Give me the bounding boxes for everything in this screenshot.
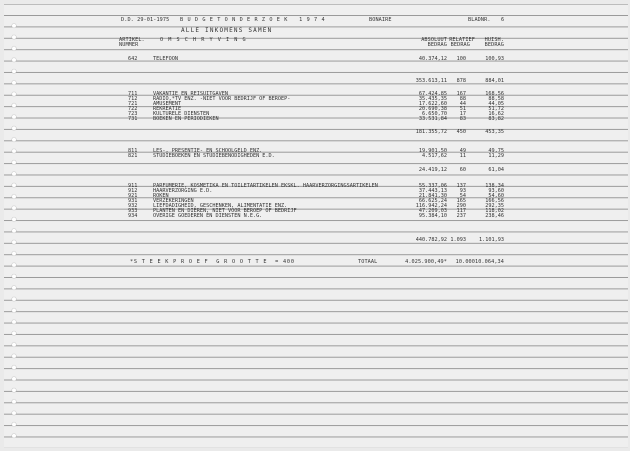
relative-amount: 117 — [456, 208, 466, 214]
absolute-amount: 37.443,13 — [418, 188, 447, 194]
description: STUDIEBOEKEN EN STUDIEBENODIGHEDEN E.D. — [153, 153, 275, 159]
household-amount: 16,62 — [488, 111, 504, 117]
subtotal-row — [0, 167, 630, 173]
description: OVERIGE GOEDEREN EN DIENSTEN N.E.G. — [153, 213, 263, 219]
absolute-amount: 6.650,70 — [422, 111, 447, 117]
article-number: 934 — [128, 213, 138, 219]
description: HAARVERZORGING E.D. — [153, 188, 213, 194]
col-relative: RELATIEF — [449, 37, 475, 43]
description: KULTURELE DIENSTEN — [153, 111, 210, 117]
article-number: 722 — [128, 106, 138, 112]
report-title: B U D G E T O N D E R Z O E K 1 9 7 4 — [180, 17, 326, 23]
absolute-amount: 19.901,50 — [418, 148, 447, 154]
article-number: 932 — [128, 203, 138, 209]
article-number: 731 — [128, 116, 138, 122]
location: BONAIRE — [369, 17, 392, 23]
absolute-amount: 353.613,11 — [415, 78, 447, 84]
absolute-amount: 440.782,92 — [415, 237, 447, 243]
absolute-amount: 66.625,24 — [418, 198, 447, 204]
article-number: 721 — [128, 101, 138, 107]
description: VAKANTIE EN REISUITGAVEN — [153, 91, 228, 97]
relative-amount: 93 — [459, 188, 466, 194]
description: TELEFOON — [153, 56, 178, 62]
description: VERZEKERINGEN — [153, 198, 194, 204]
col-description: O M S C H R Y V I N G — [160, 37, 247, 43]
absolute-amount: 95.384,10 — [418, 213, 447, 219]
absolute-amount: 24.419,12 — [418, 167, 447, 173]
description: BOEKEN EN PERIODIEKEN — [153, 116, 219, 122]
total-relative: 10.000 — [455, 259, 475, 265]
description: RADIO,*TV ENZ. -NIET VOOR BEDRIJF OF BEROEP- — [153, 96, 291, 102]
description: ROKEN — [153, 193, 169, 199]
absolute-amount: 35.435,35 — [418, 96, 447, 102]
household-amount: 93,60 — [488, 188, 504, 194]
relative-amount: 11 — [459, 153, 466, 159]
household-amount: 166,56 — [485, 198, 504, 204]
household-amount: 49,75 — [488, 148, 504, 154]
col-household-2: BEDRAG — [484, 42, 504, 48]
relative-amount: 60 — [459, 167, 466, 173]
description: LIEFDADIGHEID, GESCHENKEN, ALIMENTATIE ENZ. — [153, 203, 288, 209]
household-amount: 11,29 — [488, 153, 504, 159]
article-number: 723 — [128, 111, 138, 117]
description: PARFUMERIE, KOSMETIKA EN TOILETARTIKELEN EKSKL. HAARVERZORGINGSARTIKELEN — [153, 183, 378, 189]
article-number: 711 — [128, 91, 138, 97]
relative-amount: 17 — [459, 111, 466, 117]
household-amount: 118,02 — [485, 208, 504, 214]
absolute-amount: 4.517,62 — [422, 153, 447, 159]
household-amount: 1.101,93 — [479, 237, 504, 243]
absolute-amount: 181.355,72 — [415, 129, 447, 135]
relative-amount: 1.093 — [450, 237, 466, 243]
relative-amount: 450 — [456, 129, 466, 135]
col-article-2: NUMMER — [119, 42, 139, 48]
table-row — [0, 213, 630, 219]
absolute-amount: 55.337,06 — [418, 183, 447, 189]
relative-amount: 165 — [456, 198, 466, 204]
household-amount: 100,93 — [485, 56, 504, 62]
article-number: 931 — [128, 198, 138, 204]
absolute-amount: 116.942,24 — [415, 203, 447, 209]
relative-amount: 290 — [456, 203, 466, 209]
total-household: 10.064,34 — [474, 259, 504, 265]
household-amount: 44,05 — [488, 101, 504, 107]
relative-amount: 100 — [456, 56, 466, 62]
household-amount: 884,01 — [485, 78, 504, 84]
relative-amount: 83 — [459, 116, 466, 122]
col-household: HUISH. — [484, 37, 504, 43]
relative-amount: 167 — [456, 91, 466, 97]
absolute-amount: 67.424,85 — [418, 91, 447, 97]
article-number: 933 — [128, 208, 138, 214]
description: PLANTEN EN DIEREN, NIET VOOR BEROEP OF BEDRIJF — [153, 208, 297, 214]
absolute-amount: 20.690,38 — [418, 106, 447, 112]
household-amount: 61,04 — [488, 167, 504, 173]
subtotal-row — [0, 78, 630, 84]
article-number: 911 — [128, 183, 138, 189]
description: LES-, PRESENTIE- EN SCHOOLGELD ENZ. — [153, 148, 263, 154]
total-absolute: 4.025.900,49* — [405, 259, 447, 265]
sheet-number: 6 — [501, 17, 505, 23]
col-article: ARTIKEL. — [119, 37, 145, 43]
print-date: D.D. 29-01-1975 — [121, 17, 170, 23]
sample-size: *S T E E K P R O E F G R O O T T E = 400 — [130, 259, 295, 265]
col-absolute: ABSOLUUT — [421, 37, 447, 43]
col-relative-2: BEDRAG — [450, 42, 470, 48]
relative-amount: 49 — [459, 148, 466, 154]
relative-amount: 54 — [459, 193, 466, 199]
household-amount: 83,82 — [488, 116, 504, 122]
article-number: 712 — [128, 96, 138, 102]
absolute-amount: 21.841,30 — [418, 193, 447, 199]
absolute-amount: 33.531,84 — [418, 116, 447, 122]
col-absolute-2: BEDRAG — [427, 42, 447, 48]
absolute-amount: 17.622,60 — [418, 101, 447, 107]
table-row — [0, 56, 630, 62]
household-amount: 138,34 — [485, 183, 504, 189]
total-label: TOTAAL — [358, 259, 378, 265]
table-row — [0, 153, 630, 159]
household-amount: 168,56 — [485, 91, 504, 97]
household-amount: 51,72 — [488, 106, 504, 112]
household-amount: 54,60 — [488, 193, 504, 199]
article-number: 921 — [128, 193, 138, 199]
article-number: 821 — [128, 153, 138, 159]
continuous-form-paper — [4, 4, 628, 448]
subtotal-row — [0, 129, 630, 135]
relative-amount: 51 — [459, 106, 466, 112]
subtitle: ALLE INKOMENS SAMEN — [181, 27, 273, 34]
description: AMUSEMENT — [153, 101, 182, 107]
household-amount: 453,35 — [485, 129, 504, 135]
household-amount: 292,35 — [485, 203, 504, 209]
relative-amount: 237 — [456, 213, 466, 219]
subtotal-row — [0, 237, 630, 243]
absolute-amount: 47.209,03 — [418, 208, 447, 214]
article-number: 912 — [128, 188, 138, 194]
household-amount: 88,58 — [488, 96, 504, 102]
description: REKREATIE — [153, 106, 182, 112]
household-amount: 238,46 — [485, 213, 504, 219]
relative-amount: 88 — [459, 96, 466, 102]
article-number: 642 — [128, 56, 138, 62]
relative-amount: 44 — [459, 101, 466, 107]
article-number: 811 — [128, 148, 138, 154]
relative-amount: 878 — [456, 78, 466, 84]
relative-amount: 137 — [456, 183, 466, 189]
sheet-label: BLADNR. — [468, 17, 491, 23]
table-row — [0, 116, 630, 122]
absolute-amount: 40.374,12 — [418, 56, 447, 62]
